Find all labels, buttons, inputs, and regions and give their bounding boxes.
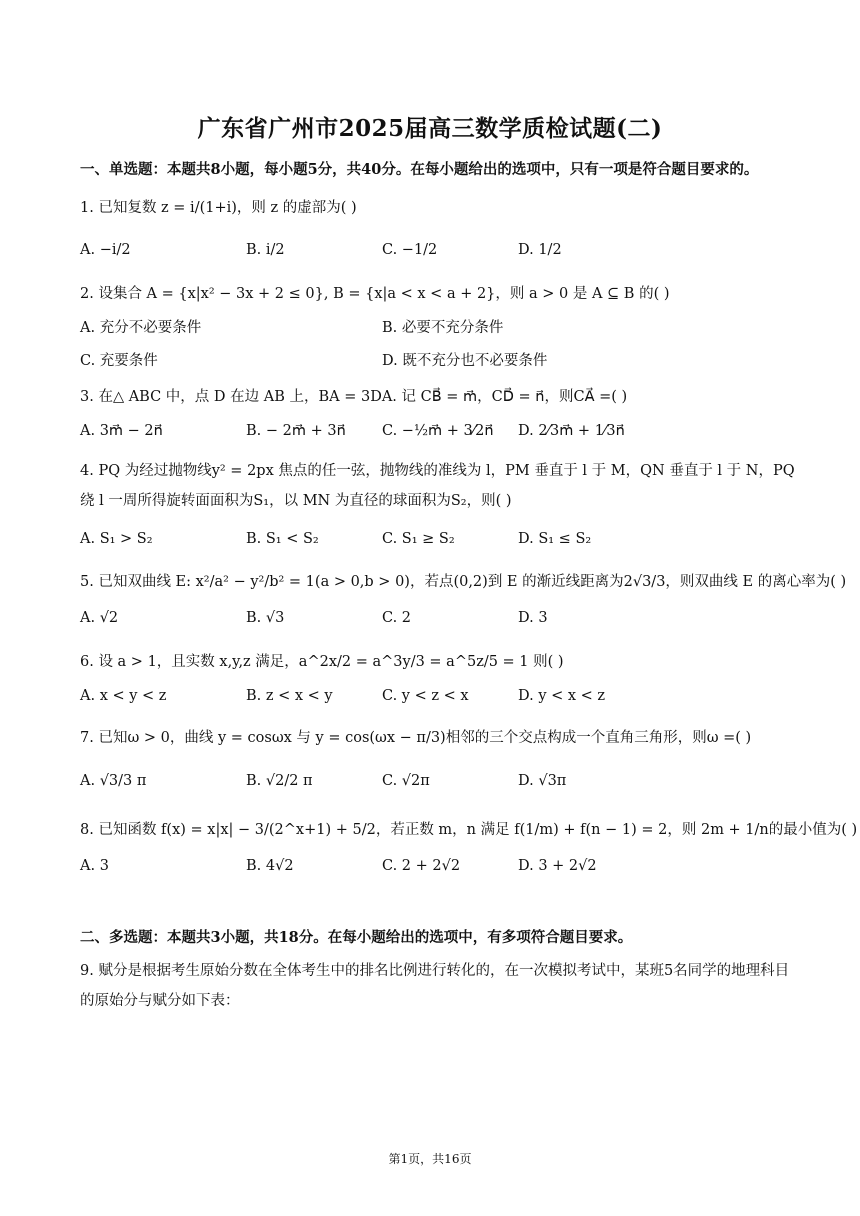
option-b: B. √2/2 π bbox=[246, 773, 313, 789]
question-4-stem: 4. PQ 为经过抛物线y² = 2px 焦点的任一弦，抛物线的准线为 l，PM 垂直于 l 于 M，QN 垂直于 l 于 N，PQ 绕 l 一周所得旋转面面积为S₁，以 MN 为直径的球面积为S₂，则( ) bbox=[80, 463, 795, 509]
option-a: A. √2 bbox=[80, 610, 119, 626]
option-d: D. 既不充分也不必要条件 bbox=[382, 353, 548, 369]
question-1-options bbox=[80, 242, 800, 266]
question-7-stem: 7. 已知ω > 0，曲线 y = cosωx 与 y = cos(ωx − π/3)相邻的三个交点构成一个直角三角形，则ω =( ) bbox=[80, 730, 752, 746]
question-6-stem: 6. 设 a > 1，且实数 x,y,z 满足，a^2x/2 = a^3y/3 = a^5z/5 = 1 则( ) bbox=[80, 654, 564, 670]
option-b: B. z < x < y bbox=[246, 688, 333, 704]
option-d: D. 3 + 2√2 bbox=[518, 858, 597, 874]
option-d: D. √3π bbox=[518, 773, 567, 789]
option-a: A. √3/3 π bbox=[80, 773, 147, 789]
question-3-stem: 3. 在△ ABC 中，点 D 在边 AB 上，BA = 3DA. 记 CB⃗ = m⃗，CD⃗ = n⃗，则CA⃗ =( ) bbox=[80, 389, 628, 405]
option-b: B. S₁ < S₂ bbox=[246, 531, 319, 547]
option-c: C. 充要条件 bbox=[80, 353, 158, 369]
option-b: B. √3 bbox=[246, 610, 285, 626]
option-a: A. 3 bbox=[80, 858, 109, 874]
question-2-stem: 2. 设集合 A = {x|x² − 3x + 2 ≤ 0}, B = {x|a < x < a + 2}，则 a > 0 是 A ⊆ B 的( ) bbox=[80, 286, 670, 302]
option-a: A. 充分不必要条件 bbox=[80, 320, 202, 336]
option-b: B. − 2m⃗ + 3n⃗ bbox=[246, 423, 346, 439]
option-b: B. i/2 bbox=[246, 242, 285, 258]
section-heading-single-choice: 一、单选题：本题共8小题，每小题5分，共40分。在每小题给出的选项中，只有一项是符合题目要求的。 bbox=[80, 161, 759, 178]
question-5-stem: 5. 已知双曲线 E: x²/a² − y²/b² = 1(a > 0,b > 0)，若点(0,2)到 E 的渐近线距离为2√3/3，则双曲线 E 的离心率为( ) bbox=[80, 574, 847, 590]
question-2-options-row1 bbox=[80, 316, 800, 340]
option-c: C. 2 + 2√2 bbox=[382, 858, 461, 874]
option-c: C. −1/2 bbox=[382, 242, 438, 258]
page-footer: 第1页，共16页 bbox=[388, 1152, 472, 1166]
option-a: A. S₁ > S₂ bbox=[80, 531, 153, 547]
option-a: A. 3m⃗ − 2n⃗ bbox=[80, 423, 163, 439]
option-c: C. y < z < x bbox=[382, 688, 469, 704]
option-d: D. S₁ ≤ S₂ bbox=[518, 531, 592, 547]
question-9-stem: 9. 赋分是根据考生原始分数在全体考生中的排名比例进行转化的，在一次模拟考试中，某班5名同学的地理科目的原始分与赋分如下表： bbox=[80, 963, 790, 1009]
question-6-options bbox=[80, 688, 800, 712]
option-b: B. 4√2 bbox=[246, 858, 294, 874]
question-4-options bbox=[80, 531, 800, 555]
question-5-options bbox=[80, 610, 800, 634]
option-a: A. −i/2 bbox=[80, 242, 131, 258]
section-heading-multiple-choice: 二、多选题：本题共3小题，共18分。在每小题给出的选项中，有多项符合题目要求。 bbox=[80, 929, 633, 946]
option-d: D. 1/2 bbox=[518, 242, 562, 258]
option-d: D. y < x < z bbox=[518, 688, 606, 704]
question-8-stem: 8. 已知函数 f(x) = x|x| − 3/(2^x+1) + 5/2，若正数 m，n 满足 f(1/m) + f(n − 1) = 2，则 2m + 1/n的最小值为( ) bbox=[80, 822, 858, 838]
option-b: B. 必要不充分条件 bbox=[382, 320, 504, 336]
page-title: 广东省广州市2025届高三数学质检试题(二) bbox=[197, 115, 663, 142]
question-3-options bbox=[80, 423, 800, 447]
option-c: C. −½m⃗ + 3⁄2n⃗ bbox=[382, 423, 494, 439]
option-c: C. 2 bbox=[382, 610, 412, 626]
option-d: D. 3 bbox=[518, 610, 548, 626]
question-2-options-row2 bbox=[80, 349, 800, 373]
option-c: C. √2π bbox=[382, 773, 430, 789]
question-8-options bbox=[80, 858, 800, 882]
option-c: C. S₁ ≥ S₂ bbox=[382, 531, 455, 547]
question-1-stem: 1. 已知复数 z = i/(1+i)，则 z 的虚部为( ) bbox=[80, 200, 357, 216]
question-7-options bbox=[80, 773, 800, 797]
option-a: A. x < y < z bbox=[80, 688, 167, 704]
option-d: D. 2⁄3m⃗ + 1⁄3n⃗ bbox=[518, 423, 625, 439]
